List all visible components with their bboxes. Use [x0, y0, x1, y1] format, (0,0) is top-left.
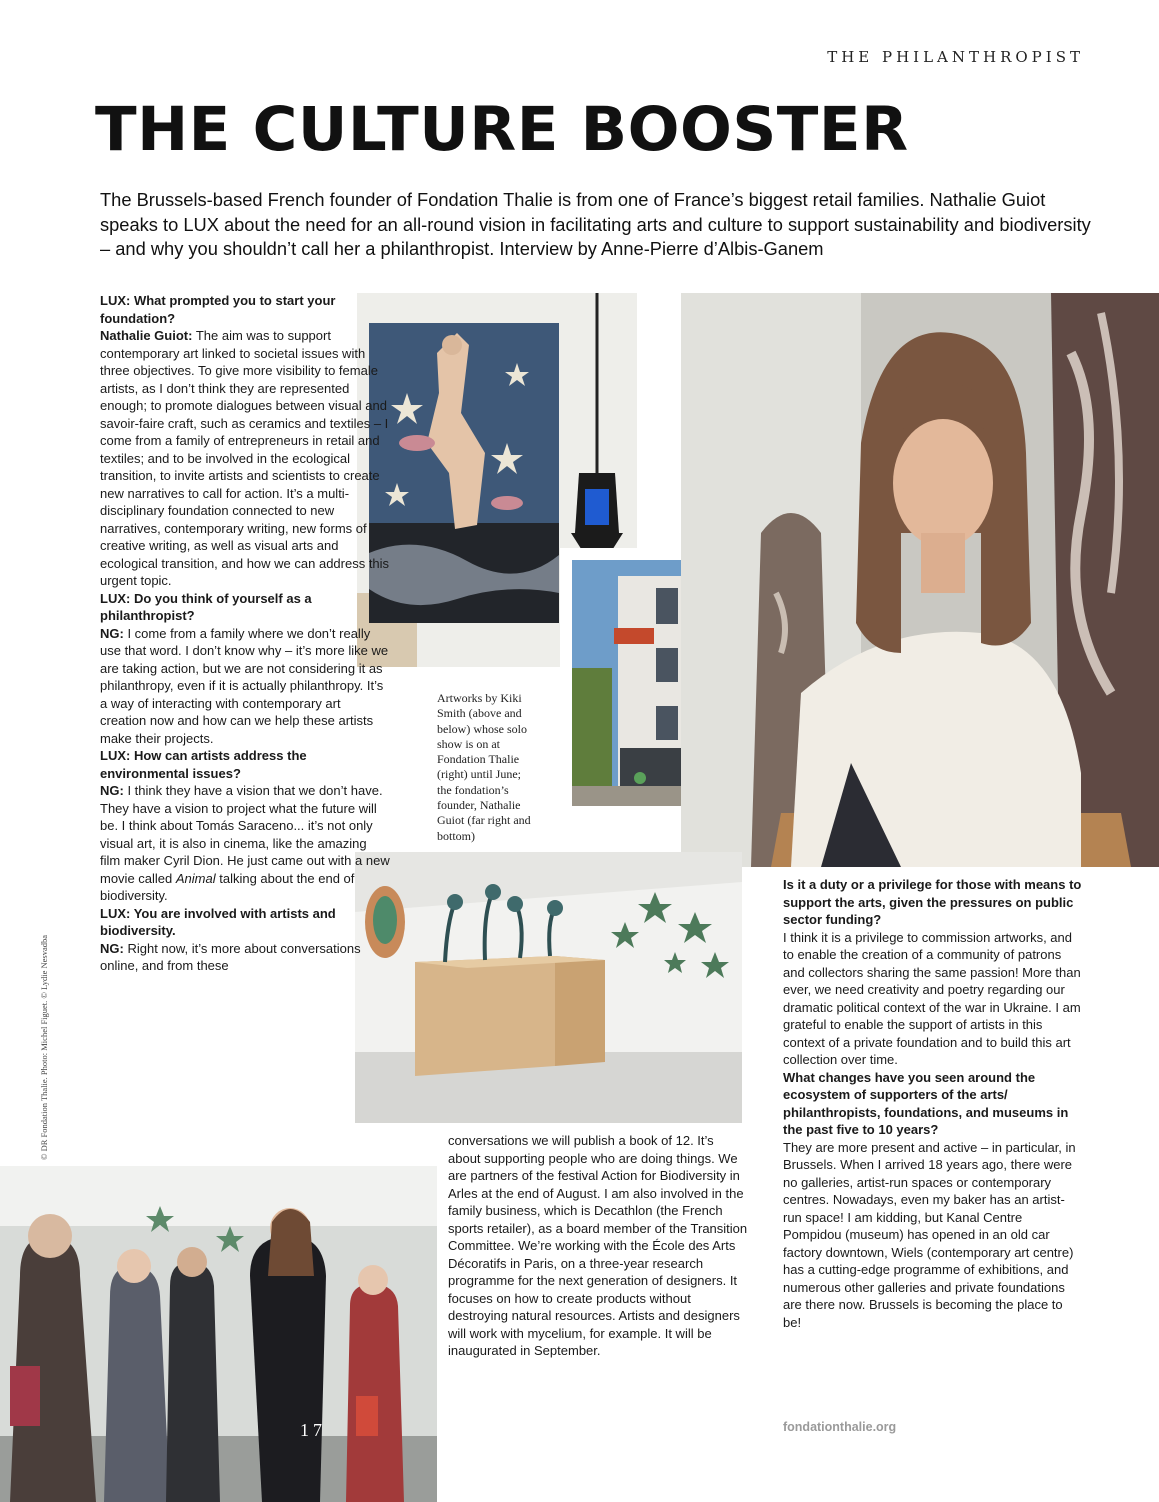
photo-gallery-tour [0, 1166, 437, 1502]
answer-text: I come from a family where we don’t really use that word. I don’t know why – it’s more like we are taking action, but we are not considering it as philanthropy, even if it is actually philanthropy. It’s a way of interacting with contemporary art creation now and how can we help these artists make their projects. [100, 625, 389, 746]
film-title: Animal [175, 870, 216, 886]
question-foundation: LUX: What prompted you to start your foundation? [100, 293, 336, 326]
photo-credit-text: © DR Fondation Thalie. Photo: Michel Figuet. © Lydie Nesvadba [39, 934, 49, 1160]
speaker-initials: NG: [100, 625, 124, 641]
answer-text: talking about the end of biodiversity. [100, 870, 355, 903]
answer-biodiversity-start [100, 940, 390, 975]
question-environment: LUX: How can artists address the environmental issues? [100, 748, 307, 781]
photo-portrait [681, 293, 1159, 867]
question-biodiversity: LUX: You are involved with artists and biodiversity. [100, 905, 336, 938]
answer-biodiversity-continued: conversations we will publish a book of 12. It’s about supporting people who are doing things. We are partners of the festival Action for Biodiversity in Arles at the end of August. I am also involved in the family business, which is Decathlon (the French sports retailer), as a board member of the Transition Committee. We’re working with the École des Arts Décoratifs in Paris, on a three-year research programme for the next generation of designers. It focuses on how to create products without destroying natural resources. Artists and designers will work with mycelium, for example. It will be inaugurated in September. [448, 1133, 748, 1358]
photo-caption: Artworks by Kiki Smith (above and below) whose solo show is on at Fondation Thalie (right) until June; the fondation’s founder, Nathalie Guiot (far right and bottom) [437, 691, 531, 843]
photo-installation [355, 852, 742, 1123]
answer-foundation [100, 327, 390, 590]
speaker-initials: NG: [100, 940, 124, 956]
answer-text: Right now, it’s more about conversations online, and from these [100, 940, 361, 973]
interview-column-right [783, 876, 1083, 1331]
interview-column-middle [448, 1132, 748, 1360]
question-duty-privilege: Is it a duty or a privilege for those with means to support the arts, given the pressures on public sector funding? [783, 877, 1082, 927]
question-philanthropist: LUX: Do you think of yourself as a philanthropist? [100, 590, 312, 623]
answer-text: The aim was to support contemporary art linked to societal issues with three objectives. To give more visibility to female artists, as I don’t think they are represented enough; to promote dialogues between visual and savoir-faire craft, such as ceramics and textiles – I come from a family of entrepreneurs in retail and textiles; and to be involved in the ecological transition, to invite artists and scientists to create new narratives to call for action. It’s a multi-disciplinary foundation connected to new narratives, contemporary writing, new forms of creative writing, as well as visual arts and ecological transition, and how we can address this urgent topic. [100, 328, 390, 588]
standfirst: The Brussels-based French founder of Fondation Thalie is from one of France’s biggest retail families. Nathalie Guiot speaks to LUX about the need for an all-round vision in facilitating arts and culture to support sustainability and biodiversity – and why you shouldn’t call her a philanthropist. Interview by Anne-Pierre d’Albis-Ganem [100, 189, 1091, 259]
answer-environment [100, 782, 390, 905]
speaker-initials: NG: [100, 783, 124, 798]
headline: THE CULTURE BOOSTER [95, 94, 909, 165]
website-link[interactable]: fondationthalie.org [783, 1420, 897, 1434]
interview-column-left [100, 292, 390, 975]
photo-credit [39, 900, 53, 1160]
question-ecosystem-changes: What changes have you seen around the ecosystem of supporters of the arts/ philanthropists, foundations, and museums in the past five to 10 years? [783, 1069, 1069, 1137]
answer-philanthropist [100, 625, 390, 748]
answer-ecosystem-changes: They are more present and active – in particular, in Brussels. When I arrived 18 years ago, there were no galleries, artist-run spaces or contemporary centres. Nowadays, even my baker has an artist-run space! I am kidding, but Kanal Centre Pompidou (museum) has opened in an old car factory downtown, Wiels (contemporary art centre) has a cutting-edge programme of exhibitions, and numerous other galleries and private foundations are there now. Brussels is becoming the place to be! [783, 1139, 1076, 1330]
page-number: 17 [300, 1420, 326, 1440]
speaker-name: Nathalie Guiot: [100, 328, 193, 343]
answer-text: I think they have a vision that we don’t have. They have a vision to project what the future will be. I think about Tomás Saraceno... it’s not only visual art, it is also in cinema, like the amazing film maker Cyril Dion. He just came out with a new movie called [100, 783, 390, 886]
section-label: THE PHILANTHROPIST [827, 48, 1084, 66]
answer-duty-privilege: I think it is a privilege to commission artworks, and to enable the creation of a community of patrons and collectors sharing the same passion! More than ever, we need creativity and poetry regarding our dramatic political context of the war in Ukraine. I am grateful to enable the support of artists in this context of a private foundation and to build this art collection over time. [783, 929, 1081, 1067]
